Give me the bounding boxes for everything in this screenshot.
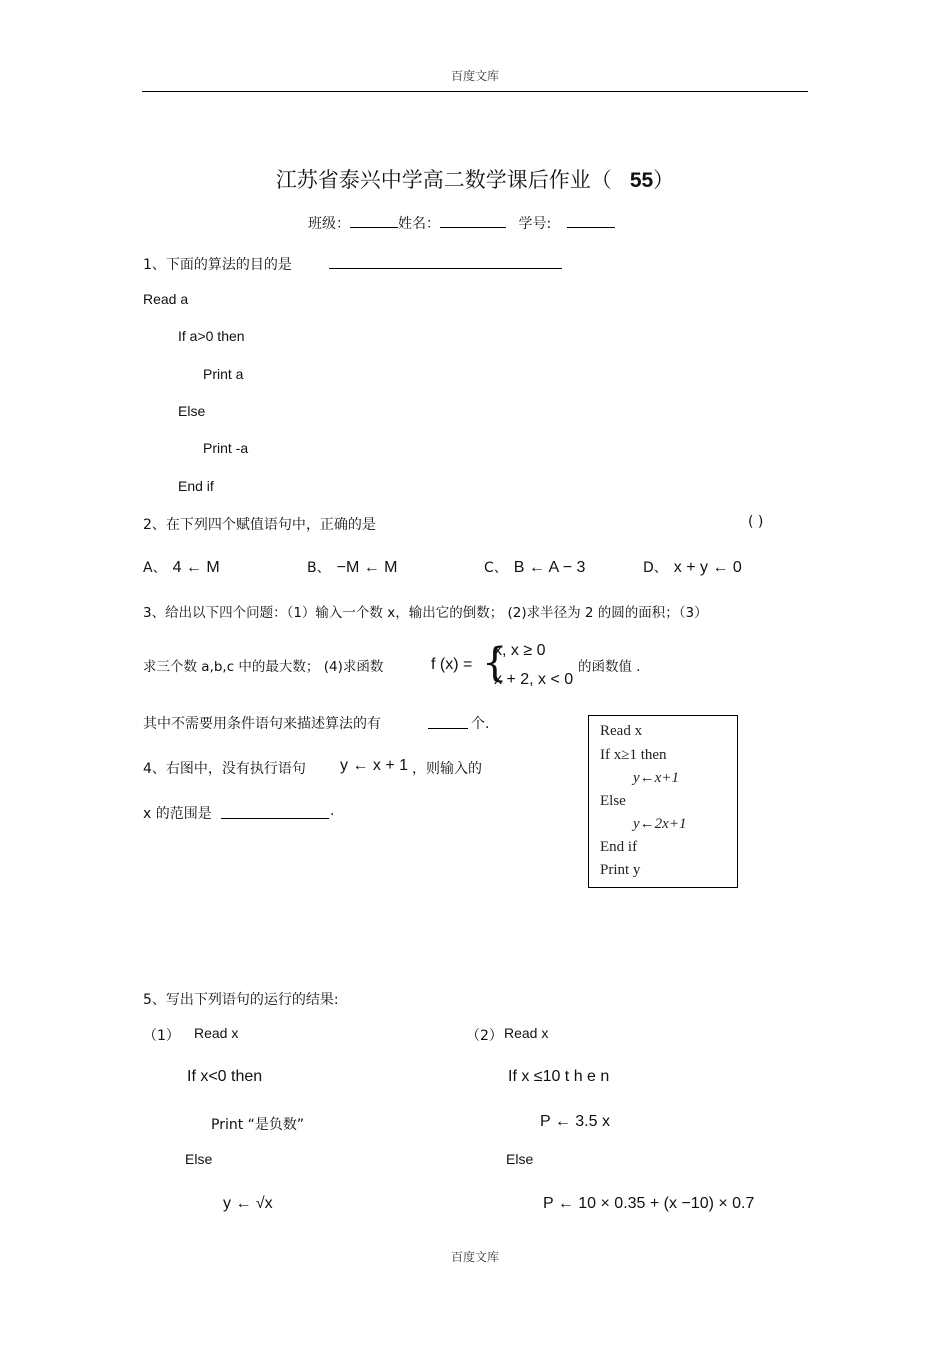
title-number: 55: [629, 169, 654, 192]
q1-code-line: Print a: [203, 366, 244, 382]
option-label: C、: [484, 560, 508, 576]
id-blank[interactable]: [567, 213, 615, 228]
q3-case-2: x + 2, x < 0: [494, 671, 574, 688]
option-label: A、: [143, 560, 167, 576]
q1-text: 1、下面的算法的目的是: [143, 257, 292, 273]
q1-code-line: Print -a: [203, 440, 249, 456]
q3-case-1: x, x ≥ 0: [494, 642, 546, 659]
box-line: y←x+1: [633, 770, 679, 786]
q1-code-line: Read a: [143, 291, 189, 307]
q4-algorithm-box: [588, 715, 738, 888]
q2-option-b[interactable]: [307, 557, 398, 577]
q5-part2-read: Read x: [504, 1025, 549, 1041]
q2-answer-paren[interactable]: ( ): [748, 514, 764, 530]
q1-code-line: End if: [178, 478, 214, 494]
q5-part2-assign2: P ← 10 × 0.35 + (x −10) × 0.7: [543, 1195, 755, 1212]
q5-part1-label: （1）: [143, 1028, 180, 1044]
option-expr: B ← A − 3: [513, 559, 586, 576]
q5-part1-if: If x<0 then: [187, 1068, 263, 1085]
box-line: y←2x+1: [633, 816, 687, 832]
q4-answer-blank[interactable]: [221, 818, 329, 819]
q3-line3-end: 个.: [471, 716, 490, 732]
class-blank[interactable]: [350, 213, 398, 228]
box-line: Else: [600, 793, 626, 809]
q5-part2-assign1: P ← 3.5 x: [540, 1113, 610, 1130]
q3-line3: 其中不需要用条件语句来描述算法的有: [143, 716, 381, 732]
q5-part1-read: Read x: [194, 1025, 239, 1041]
page-footer: 百度文库: [450, 1250, 499, 1264]
q3-piecewise-brace: {: [482, 640, 508, 686]
q4-text-b: ，则输入的: [412, 761, 482, 777]
q3-answer-blank[interactable]: [428, 728, 468, 729]
option-label: D、: [643, 560, 668, 576]
title-close: ）: [653, 168, 675, 192]
q4-statement: y ← x + 1: [340, 757, 409, 774]
page-title: [0, 164, 950, 194]
option-expr: −M ← M: [336, 559, 398, 576]
box-line: Print y: [600, 862, 641, 878]
q5-part2-else: Else: [506, 1151, 534, 1167]
q1-code-line: Else: [178, 403, 206, 419]
q5-part2-if: If x ≤10 t h e n: [508, 1068, 610, 1085]
option-label: B、: [307, 560, 331, 576]
name-label: 姓名：: [398, 216, 440, 232]
q2-option-a[interactable]: [143, 557, 220, 577]
q5-part1-print: Print “是负数”: [211, 1117, 305, 1133]
id-label: 学号:: [518, 216, 552, 232]
q2-text: 2、在下列四个赋值语句中，正确的是: [143, 517, 376, 533]
q5-part1-else: Else: [185, 1151, 213, 1167]
title-text: 江苏省泰兴中学高二数学课后作业（: [275, 168, 612, 192]
student-info: [308, 213, 615, 233]
q5-part1-assign: y ← √x: [223, 1195, 273, 1212]
q1-answer-blank[interactable]: [329, 268, 562, 269]
q3-line2-b: 的函数值 .: [578, 659, 641, 675]
q5-text: 5、写出下列语句的运行的结果:: [143, 992, 339, 1008]
q4-text-a: 4、右图中，没有执行语句: [143, 761, 306, 777]
q5-part2-label: （2）: [466, 1028, 503, 1044]
q2-option-d[interactable]: [643, 557, 742, 577]
page-header: 百度文库: [450, 69, 499, 83]
q3-line2-a: 求三个数 a,b,c 中的最大数； (4)求函数: [143, 659, 384, 675]
q1-code-line: If a>0 then: [178, 328, 245, 344]
q4-text-d: .: [330, 803, 335, 819]
q2-option-c[interactable]: [484, 557, 585, 577]
class-label: 班级：: [308, 216, 350, 232]
header-divider: [142, 91, 808, 92]
q4-text-c: x 的范围是: [143, 806, 212, 822]
q3-function: f (x) =: [431, 656, 473, 673]
q3-line1: 3、给出以下四个问题：（1）输入一个数 x，输出它的倒数； (2)求半径为 2 的圆的面积；（3）: [143, 605, 708, 621]
box-line: If x≥1 then: [600, 747, 667, 763]
box-line: End if: [600, 839, 638, 855]
option-expr: 4 ← M: [172, 559, 220, 576]
box-line: Read x: [600, 723, 643, 739]
option-expr: x + y ← 0: [673, 559, 742, 576]
name-blank[interactable]: [440, 213, 506, 228]
